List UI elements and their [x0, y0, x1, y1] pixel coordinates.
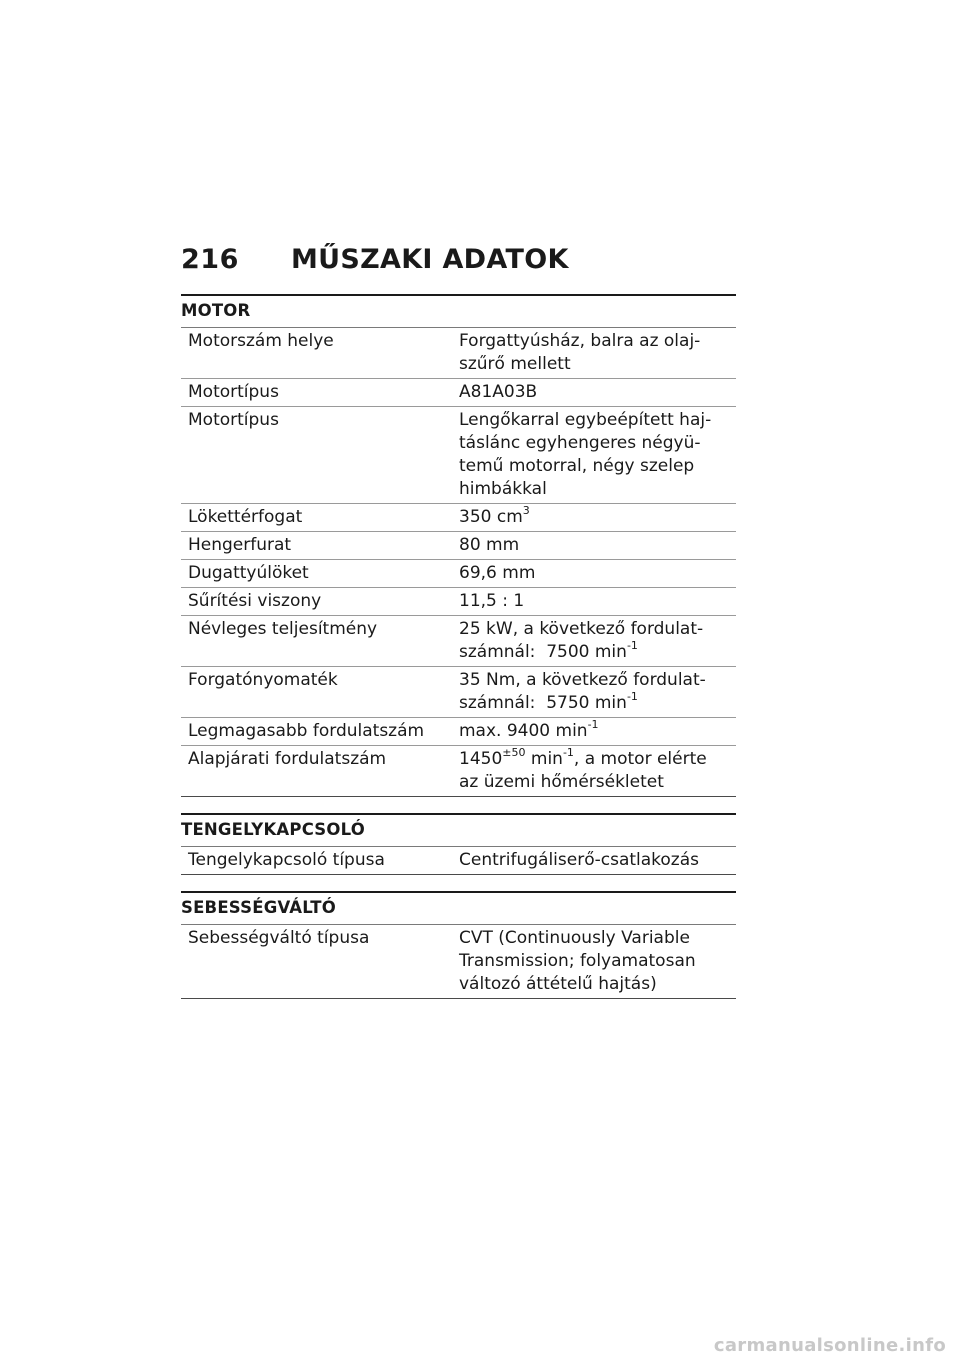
spec-label: Sebességváltó típusa: [188, 928, 370, 948]
watermark: carmanualsonline.info: [713, 1335, 946, 1356]
spec-label: Névleges teljesítmény: [188, 619, 378, 639]
spec-label: Motortípus: [188, 410, 279, 430]
spec-value: Centrifugáliserő-csatlakozás: [459, 850, 700, 870]
table-row: [181, 847, 736, 875]
table-row: [181, 588, 736, 616]
spec-label: Forgatónyomaték: [188, 670, 338, 690]
spec-label: Dugattyúlöket: [188, 563, 309, 583]
page-number: 216: [181, 244, 239, 275]
table-row: [181, 616, 736, 667]
spec-label: Lökettérfogat: [188, 507, 303, 527]
table-row: [181, 379, 736, 407]
spec-label: Motorszám helye: [188, 331, 334, 351]
section-transmission: [181, 891, 736, 999]
table-row: [181, 560, 736, 588]
table-row: [181, 328, 736, 379]
spec-value: max. 9400 $\min^{-1}$: [459, 718, 599, 741]
spec-value: 69,6 mm: [459, 563, 536, 583]
spec-value: 35 Nm, a következő fordulat- számnál: 5750 $\min^{-1}$: [459, 670, 706, 713]
spec-value: 350 $cm^3$: [459, 504, 530, 527]
spec-label: Sűrítési viszony: [188, 591, 322, 611]
table-row: [181, 667, 736, 718]
spec-value: CVT (Continuously Variable Transmission; folyamatosan változó áttételű hajtás): [459, 928, 696, 994]
table-row: [181, 925, 736, 999]
section-motor: [181, 294, 736, 797]
spec-value: 25 kW, a következő fordulat- számnál: 7500 $\min^{-1}$: [459, 619, 704, 662]
chapter-title: MŰSZAKI ADATOK: [291, 244, 569, 275]
section-title: MOTOR: [181, 294, 736, 328]
spec-label: Legmagasabb fordulatszám: [188, 721, 425, 741]
page-header: [181, 244, 736, 282]
section-clutch: [181, 813, 736, 875]
spec-label: Motortípus: [188, 382, 279, 402]
spec-value: Forgattyúsház, balra az olaj- szűrő mellett: [459, 331, 701, 374]
section-title: SEBESSÉGVÁLTÓ: [181, 891, 736, 925]
spec-value: $1450^{\pm 50}$ $\min^{-1}$, a motor elérte az üzemi hőmérsékletet: [459, 746, 707, 792]
table-row: [181, 746, 736, 797]
table-row: [181, 532, 736, 560]
spec-value: 80 mm: [459, 535, 520, 555]
table-row: [181, 407, 736, 504]
spec-label: Alapjárati fordulatszám: [188, 749, 387, 769]
table-row: [181, 504, 736, 532]
spec-value: Lengőkarral egybeépített haj- táslánc egyhengeres négyü- temű motorral, négy szelep himbákkal: [459, 410, 712, 499]
section-title: TENGELYKAPCSOLÓ: [181, 813, 736, 847]
manual-page: [181, 244, 736, 999]
spec-label: Hengerfurat: [188, 535, 292, 555]
spec-value: A81A03B: [459, 382, 538, 402]
spec-label: Tengelykapcsoló típusa: [188, 850, 385, 870]
spec-value: 11,5 : 1: [459, 591, 525, 611]
table-row: [181, 718, 736, 746]
